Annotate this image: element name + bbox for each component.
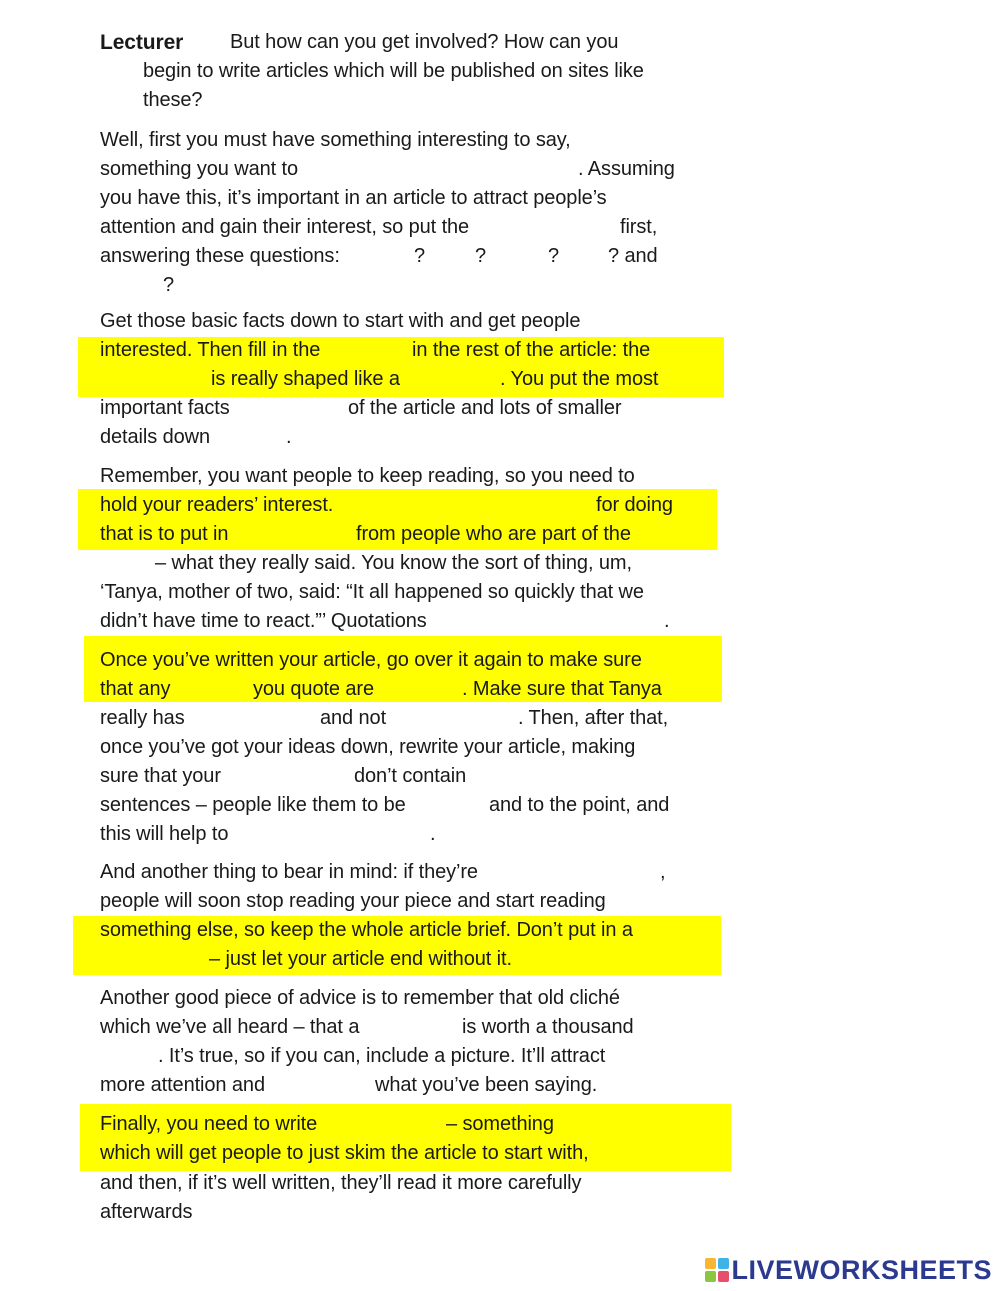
text-line: you have this, it’s important in an article to attract people’s xyxy=(100,187,607,209)
text-line: afterwards xyxy=(100,1201,193,1223)
logo-square xyxy=(718,1258,729,1269)
text-line: Well, first you must have something interesting to say, xyxy=(100,129,571,151)
logo-text: LIVEWORKSHEETS xyxy=(731,1254,992,1285)
text-line: . xyxy=(430,823,436,845)
text-line: ? xyxy=(475,245,487,267)
text-line: which we’ve all heard – that a xyxy=(100,1016,360,1038)
text-line: these? xyxy=(143,89,203,111)
text-line: ? xyxy=(548,245,560,267)
text-line: that is to put in xyxy=(100,523,229,545)
text-line: details down xyxy=(100,426,210,448)
text-line: is worth a thousand xyxy=(462,1016,634,1038)
logo-square xyxy=(705,1271,716,1282)
text-line: really has xyxy=(100,707,185,729)
text-line: Get those basic facts down to start with and get people xyxy=(100,310,581,332)
text-line: of the article and lots of smaller xyxy=(348,397,622,419)
text-line: something else, so keep the whole article brief. Don’t put in a xyxy=(100,919,633,941)
logo-square xyxy=(705,1258,716,1269)
text-line: hold your readers’ interest. xyxy=(100,494,334,516)
text-line: is really shaped like a xyxy=(211,368,400,390)
text-line: . xyxy=(664,610,670,632)
text-line: – just let your article end without it. xyxy=(209,948,512,970)
text-line: Another good piece of advice is to remember that old cliché xyxy=(100,987,620,1009)
liveworksheets-mark-icon xyxy=(705,1258,729,1282)
text-line: . Make sure that Tanya xyxy=(462,678,662,700)
text-line: people will soon stop reading your piece and start reading xyxy=(100,890,606,912)
text-line: important facts xyxy=(100,397,230,419)
logo-square xyxy=(718,1271,729,1282)
text-line: don’t contain xyxy=(354,765,467,787)
text-line: and not xyxy=(320,707,387,729)
text-line: ? xyxy=(163,274,175,296)
text-line: . Assuming xyxy=(578,158,675,180)
text-line: and then, if it’s well written, they’ll read it more carefully xyxy=(100,1172,582,1194)
text-line: once you’ve got your ideas down, rewrite your article, making xyxy=(100,736,636,758)
text-line: for doing xyxy=(596,494,673,516)
text-line: . It’s true, so if you can, include a picture. It’ll attract xyxy=(158,1045,606,1067)
text-line: ? xyxy=(414,245,426,267)
text-line: something you want to xyxy=(100,158,299,180)
text-line: sentences – people like them to be xyxy=(100,794,406,816)
text-line: begin to write articles which will be published on sites like xyxy=(143,60,644,82)
text-line: . xyxy=(286,426,292,448)
text-line: ? and xyxy=(608,245,658,267)
text-line: first, xyxy=(620,216,658,238)
text-line: what you’ve been saying. xyxy=(375,1074,598,1096)
text-line: that any xyxy=(100,678,171,700)
text-line: from people who are part of the xyxy=(356,523,631,545)
text-line: Remember, you want people to keep reading, so you need to xyxy=(100,465,635,487)
text-line: , xyxy=(660,861,666,883)
text-line: – something xyxy=(446,1113,554,1135)
text-line: sure that your xyxy=(100,765,221,787)
text-line: attention and gain their interest, so put the xyxy=(100,216,470,238)
text-line: And another thing to bear in mind: if they’re xyxy=(100,861,478,883)
text-line: . You put the most xyxy=(500,368,659,390)
text-line: – what they really said. You know the sort of thing, um, xyxy=(155,552,632,574)
text-line: Finally, you need to write xyxy=(100,1113,318,1135)
text-line: ‘Tanya, mother of two, said: “It all happened so quickly that we xyxy=(100,581,644,603)
text-line: in the rest of the article: the xyxy=(412,339,651,361)
text-line: and to the point, and xyxy=(489,794,670,816)
text-line: didn’t have time to react.”’ Quotations xyxy=(100,610,427,632)
text-line: more attention and xyxy=(100,1074,265,1096)
text-line: this will help to xyxy=(100,823,229,845)
text-line: But how can you get involved? How can you xyxy=(230,31,619,53)
text-line: you quote are xyxy=(253,678,375,700)
liveworksheets-logo xyxy=(705,1254,992,1286)
text-line: . Then, after that, xyxy=(518,707,669,729)
text-line: interested. Then fill in the xyxy=(100,339,321,361)
speaker-label: Lecturer xyxy=(100,31,184,54)
text-line: Once you’ve written your article, go over it again to make sure xyxy=(100,649,642,671)
text-line: answering these questions: xyxy=(100,245,340,267)
text-line: which will get people to just skim the article to start with, xyxy=(100,1142,589,1164)
